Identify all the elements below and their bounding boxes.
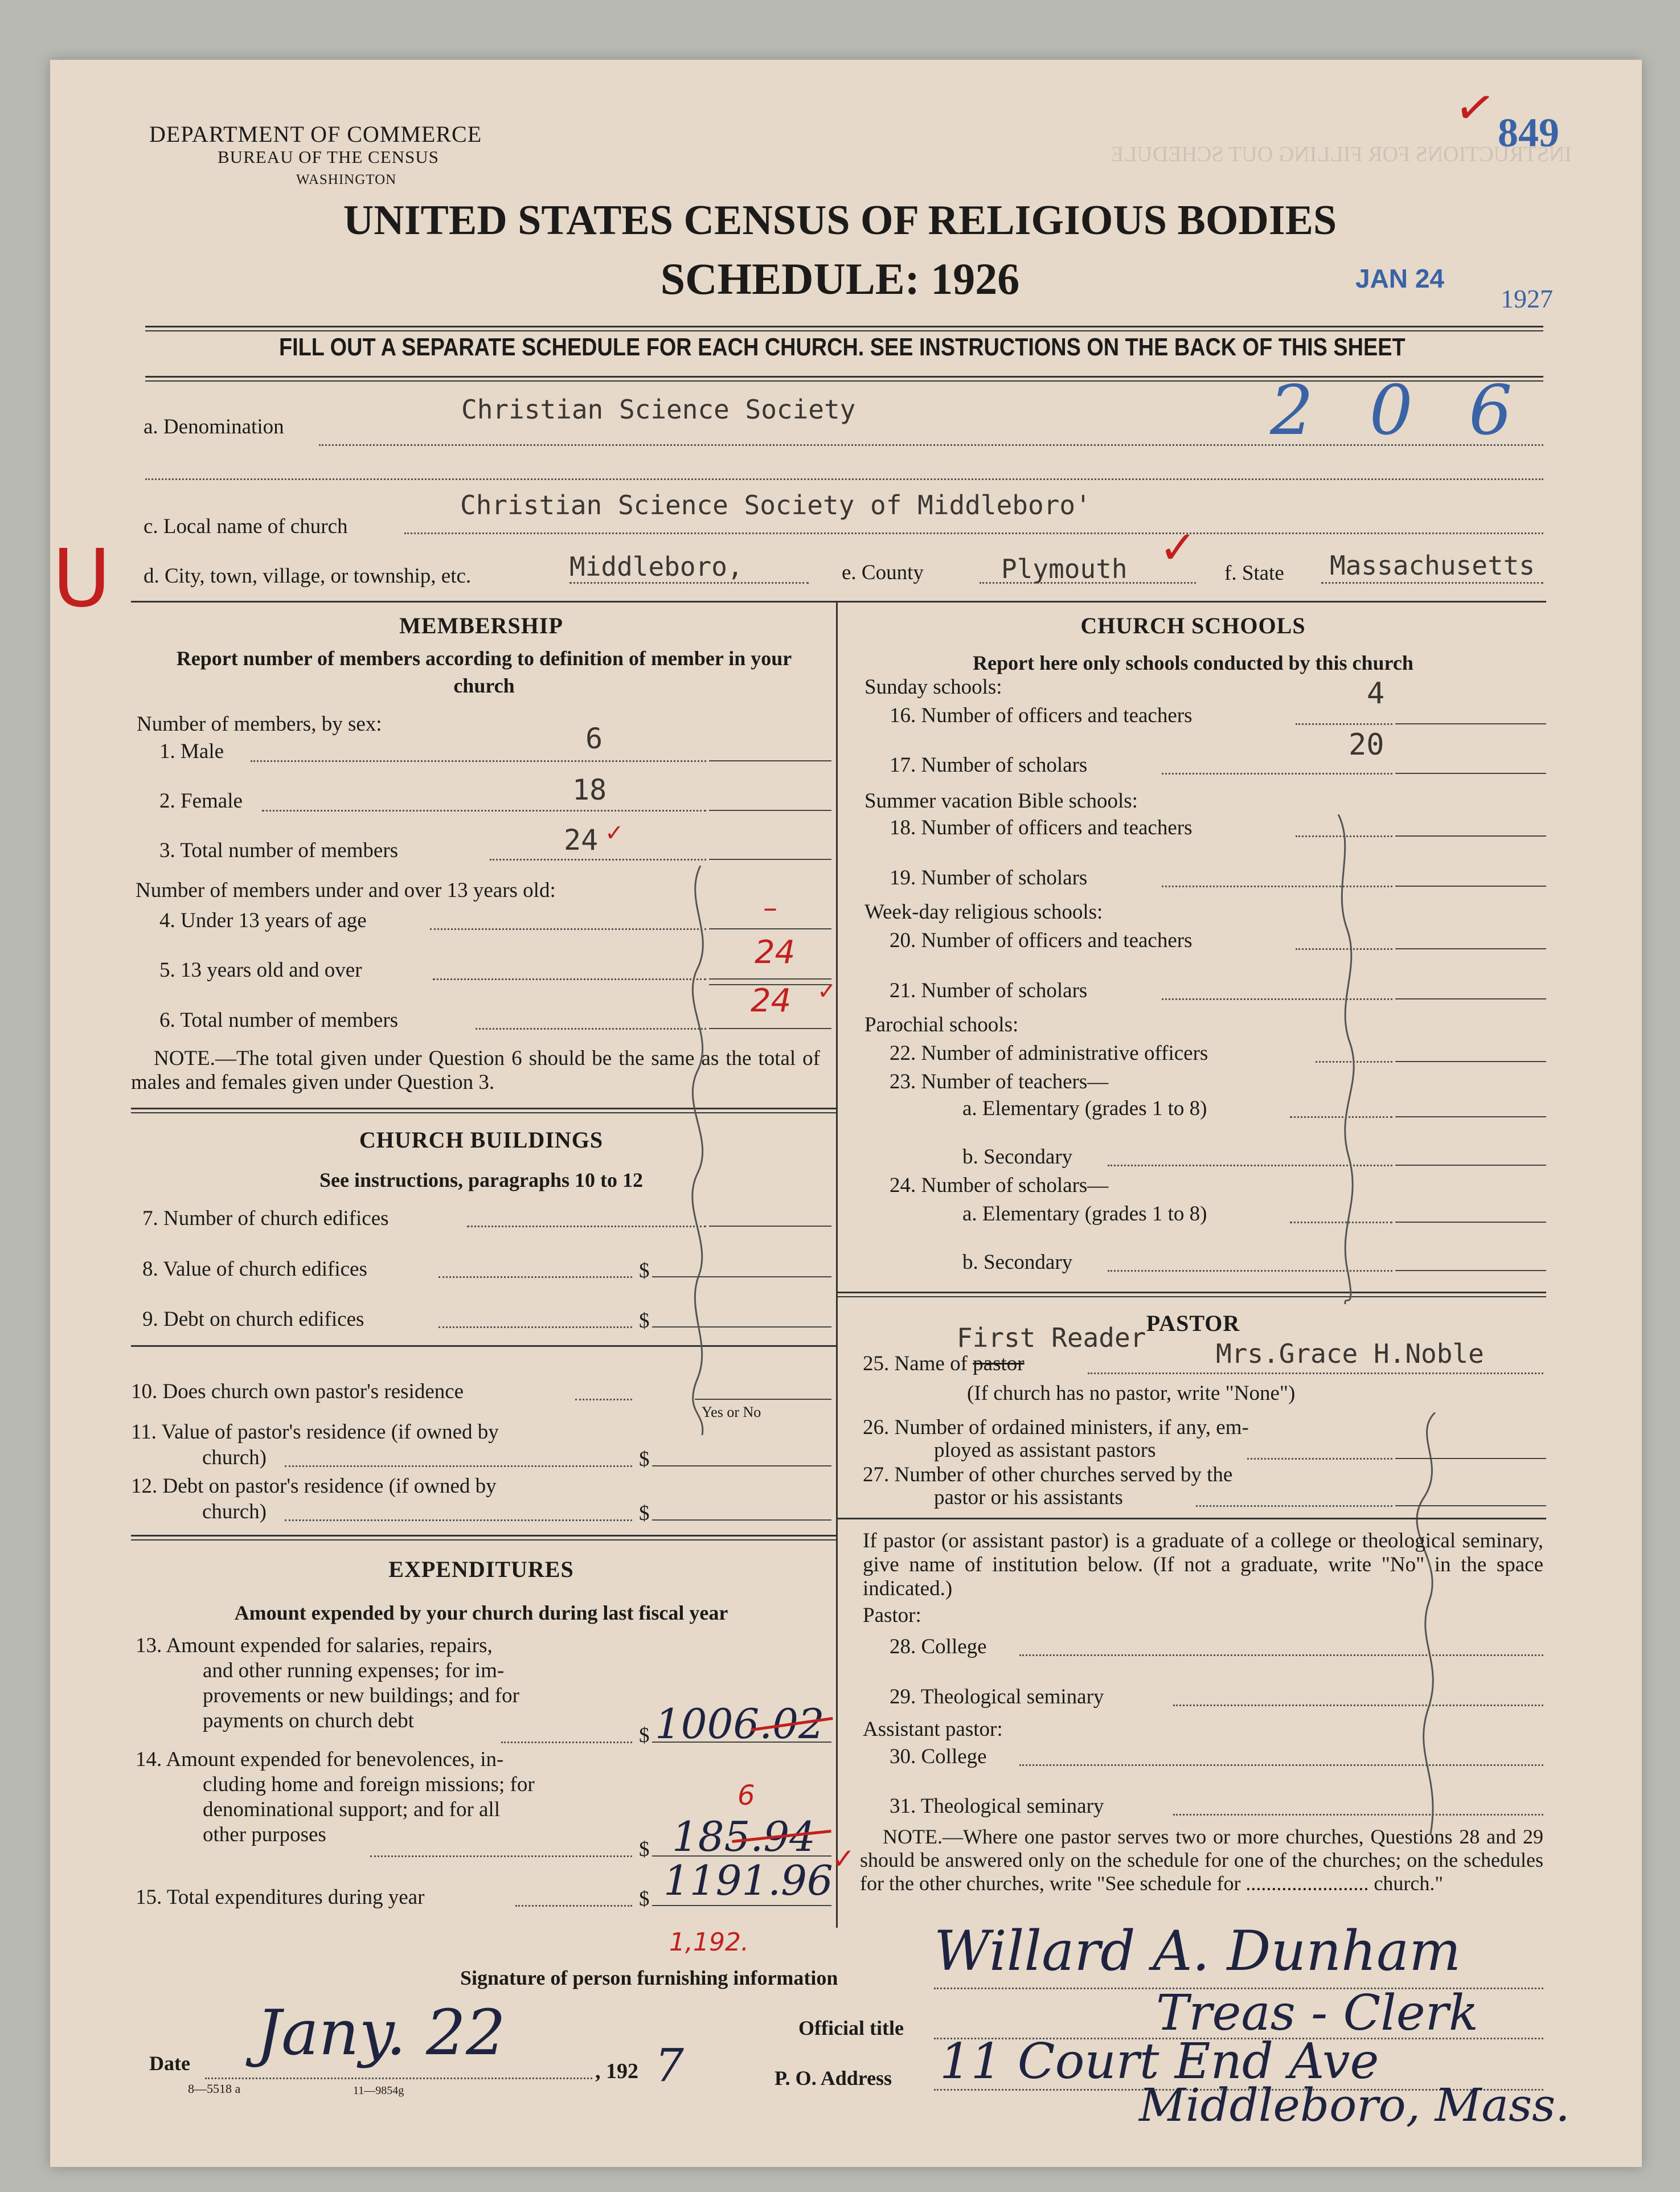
form-title: UNITED STATES CENSUS OF RELIGIOUS BODIES (343, 197, 1337, 244)
divider (131, 601, 1546, 603)
red-total: 1,192. (669, 1928, 749, 1957)
q27-label-cont: pastor or his assistants (934, 1486, 1123, 1509)
pastor-sub-label: Pastor: (863, 1604, 921, 1627)
county-check-icon: ✓ (1159, 521, 1198, 574)
bureau-label: BUREAU OF THE CENSUS (218, 147, 439, 167)
q30-line (1019, 1764, 1543, 1766)
city-value[interactable]: Middleboro, (569, 551, 743, 582)
membership-note: NOTE.—The total given under Question 6 should be the same as the total of males and females given under Question 3. (131, 1047, 820, 1094)
q31-line (1173, 1814, 1543, 1816)
q13-dollar: $ (639, 1724, 650, 1747)
state-value[interactable]: Massachusetts (1330, 550, 1535, 581)
divider (131, 1539, 836, 1540)
q9-label: 9. Debt on church edifices (142, 1308, 364, 1331)
divider (131, 1345, 836, 1347)
q24b-label: b. Secondary (962, 1251, 1073, 1274)
q14-dollar: $ (639, 1838, 650, 1861)
q7-label: 7. Number of church edifices (142, 1207, 389, 1230)
q16-line (1296, 723, 1392, 725)
divider (836, 1518, 1546, 1519)
u-mark: U (52, 532, 111, 625)
q17-line (1162, 773, 1392, 775)
q10-label: 10. Does church own pastor's residence (131, 1380, 464, 1403)
state-label: f. State (1224, 562, 1284, 585)
q25-note: (If church has no pastor, write "None") (967, 1382, 1296, 1405)
q8-dollar: $ (639, 1259, 650, 1283)
signature-value[interactable]: Willard A. Dunham (934, 1919, 1461, 1983)
q4-blank (709, 928, 831, 929)
q6-check-icon: ✓ (817, 978, 837, 1005)
q11-blank (652, 1465, 831, 1466)
q18-label: 18. Number of officers and teachers (890, 816, 1193, 839)
q1-value[interactable]: 6 (585, 722, 603, 755)
q9-dollar: $ (639, 1309, 650, 1333)
q6-label: 6. Total number of members (159, 1009, 399, 1032)
q5-blank (709, 978, 831, 980)
q19-blank (1395, 886, 1546, 887)
schools-subtitle: Report here only schools conducted by this church (973, 652, 1413, 674)
q23-label: 23. Number of teachers— (890, 1070, 1109, 1093)
q17-label: 17. Number of scholars (890, 753, 1088, 777)
q26-label: 26. Number of ordained ministers, if any, em- (863, 1416, 1249, 1439)
local-name-line (404, 532, 1543, 534)
q12-blank (652, 1519, 831, 1521)
q15-line (515, 1905, 632, 1907)
local-name-label: c. Local name of church (144, 515, 348, 538)
blank-line (145, 478, 1543, 480)
q22-blank (1395, 1061, 1546, 1062)
graduate-note: If pastor (or assistant pastor) is a graduate of a college or theological seminary, give name of institution below. (If not a graduate, write "No" in the space indicated.) (863, 1529, 1543, 1600)
q3-line (490, 859, 706, 861)
divider (145, 330, 1543, 331)
q3-blank (709, 859, 831, 860)
q13-line4: payments on church debt (203, 1709, 414, 1732)
pastor-note: NOTE.—Where one pastor serves two or more churches, Questions 28 and 29 should be answered only on the schedule for one of the churches; on the schedules for the other churches, write "See schedule for ........................ church." (860, 1825, 1543, 1895)
schools-title: CHURCH SCHOOLS (1080, 613, 1306, 638)
divider (836, 1292, 1546, 1293)
q26-line (1247, 1458, 1392, 1460)
date-stamp-day: 24 (1415, 264, 1444, 293)
po-address-value[interactable]: 11 Court End Ave (940, 2033, 1379, 2090)
q20-label: 20. Number of officers and teachers (890, 929, 1193, 952)
q11-label: 11. Value of pastor's residence (if owned by (131, 1420, 499, 1444)
q31-label: 31. Theological seminary (890, 1794, 1104, 1818)
membership-title: MEMBERSHIP (399, 613, 563, 638)
q29-label: 29. Theological seminary (890, 1685, 1104, 1708)
q21-blank (1395, 998, 1546, 999)
q23b-blank (1395, 1165, 1546, 1166)
department-label: DEPARTMENT OF COMMERCE (149, 121, 482, 147)
q28-line (1019, 1654, 1543, 1656)
q14-line (370, 1855, 632, 1857)
weekday-schools-label: Week-day religious schools: (864, 900, 1103, 924)
q13-line1: 13. Amount expended for salaries, repairs, (136, 1634, 493, 1657)
date-label: Date (149, 2052, 190, 2075)
q9-line (439, 1326, 632, 1328)
q1-label: 1. Male (159, 740, 224, 763)
stamp-number: 849 (1498, 110, 1559, 155)
summer-schools-label: Summer vacation Bible schools: (864, 789, 1138, 813)
q15-dollar: $ (639, 1887, 650, 1911)
column-divider (836, 601, 838, 1928)
q2-blank (709, 810, 831, 811)
q28-label: 28. College (890, 1635, 987, 1658)
q14-line4: other purposes (203, 1823, 326, 1846)
expenditures-title: EXPENDITURES (388, 1556, 574, 1582)
date-stamp-year: 1927 (1501, 284, 1553, 313)
q23b-label: b. Secondary (962, 1145, 1073, 1169)
q14-correction: 6 (737, 1780, 755, 1812)
official-title-value[interactable]: Treas - Clerk (1156, 1985, 1478, 2042)
q11-dollar: $ (639, 1448, 650, 1471)
q2-value[interactable]: 18 (572, 773, 607, 806)
q22-label: 22. Number of administrative officers (890, 1042, 1208, 1065)
q25-line (1088, 1372, 1543, 1374)
q12-label-cont: church) (202, 1500, 267, 1523)
q24b-blank (1395, 1270, 1546, 1271)
divider (145, 326, 1543, 327)
q20-blank (1395, 948, 1546, 949)
state-line (1321, 582, 1543, 584)
q5-line (433, 978, 706, 980)
q1-line (251, 760, 706, 762)
q4-value[interactable]: – (763, 891, 777, 924)
q3-check-icon: ✓ (605, 820, 624, 846)
q26-blank (1395, 1458, 1546, 1459)
denomination-code: 2 0 6 (1270, 371, 1530, 450)
date-stamp (1355, 263, 1444, 294)
county-label: e. County (842, 561, 924, 584)
date-value[interactable]: Jany. 22 (256, 1996, 506, 2069)
county-line (980, 582, 1196, 584)
local-name-value[interactable]: Christian Science Society of Middleboro' (460, 490, 1091, 521)
q14-value[interactable]: 185.94 (672, 1813, 816, 1861)
q12-dollar: $ (639, 1502, 650, 1525)
q27-label: 27. Number of other churches served by the (863, 1463, 1233, 1486)
year-value[interactable]: 7 (655, 2039, 684, 2092)
q25-label (863, 1351, 1025, 1376)
expenditures-subtitle: Amount expended by your church during last fiscal year (234, 1601, 728, 1624)
divider (131, 1535, 836, 1537)
q13-value[interactable]: 1006.02 (655, 1700, 825, 1748)
date-line (205, 2078, 592, 2079)
year-printed: , 192 (595, 2059, 638, 2083)
q17-value[interactable]: 20 (1349, 728, 1384, 762)
q13-label (136, 1633, 519, 1734)
instruction-banner: FILL OUT A SEPARATE SCHEDULE FOR EACH CHURCH. SEE INSTRUCTIONS ON THE BACK OF THIS SHEET (279, 333, 1406, 361)
q5-value[interactable]: 24 (755, 934, 796, 971)
q15-blank (652, 1905, 831, 1906)
city-line (569, 582, 809, 584)
q11-label-cont: church) (202, 1446, 267, 1469)
q15-value[interactable]: 1191.96 (663, 1857, 833, 1904)
denomination-value[interactable]: Christian Science Society (461, 394, 856, 425)
ditto-squiggle-pastor (1412, 1412, 1452, 1834)
q16-label: 16. Number of officers and teachers (890, 704, 1193, 727)
q3-label: 3. Total number of members (159, 839, 399, 862)
q2-line (262, 810, 706, 812)
q11-line (285, 1465, 632, 1467)
q27-line (1196, 1505, 1392, 1507)
q13-line2: and other running expenses; for im- (203, 1659, 505, 1682)
q16-value[interactable]: 4 (1367, 677, 1385, 711)
q15-label: 15. Total expenditures during year (136, 1886, 425, 1909)
q14-line1: 14. Amount expended for benevolences, in- (136, 1748, 504, 1771)
q6-value[interactable]: 24 (751, 982, 792, 1019)
po-address-label: P. O. Address (775, 2067, 892, 2089)
date-stamp-month: JAN (1355, 264, 1408, 293)
q29-line (1173, 1705, 1543, 1706)
parochial-schools-label: Parochial schools: (864, 1013, 1019, 1036)
q10-line (575, 1399, 632, 1400)
q13-line3: provements or new buildings; and for (203, 1684, 519, 1707)
q6-blank (709, 1028, 831, 1029)
buildings-title: CHURCH BUILDINGS (359, 1127, 604, 1153)
q2-label: 2. Female (159, 789, 243, 813)
q18-blank (1395, 835, 1546, 837)
q30-label: 30. College (890, 1745, 987, 1768)
divider (131, 1112, 836, 1113)
q24a-label: a. Elementary (grades 1 to 8) (962, 1202, 1207, 1226)
q13-line (501, 1742, 632, 1743)
check-mark-icon: ✓ (1450, 76, 1500, 139)
washington-label: WASHINGTON (296, 172, 397, 187)
form-number-2: 11—9854g (353, 2084, 404, 2097)
q7-blank (709, 1226, 831, 1227)
pastor-title: PASTOR (1146, 1310, 1240, 1336)
q25-value[interactable]: Mrs.Grace H.Noble (1216, 1338, 1484, 1369)
q8-label: 8. Value of church edifices (142, 1257, 367, 1281)
ditto-squiggle-left (681, 866, 720, 1435)
q4-label: 4. Under 13 years of age (159, 909, 367, 932)
q24-label: 24. Number of scholars— (890, 1174, 1109, 1197)
q1-blank (709, 760, 831, 761)
q14-line3: denominational support; and for all (203, 1798, 500, 1821)
q26-label-cont: ployed as assistant pastors (934, 1439, 1156, 1462)
q9-blank (652, 1326, 831, 1328)
q17-blank (1395, 773, 1546, 774)
q5-label: 5. 13 years old and over (159, 958, 362, 982)
q7-line (467, 1226, 706, 1227)
q21-label: 21. Number of scholars (890, 979, 1088, 1002)
q25-struck-word: pastor (973, 1352, 1025, 1375)
po-address-value-2[interactable]: Middleboro, Mass. (1139, 2079, 1570, 2132)
schedule-title: SCHEDULE: 1926 (660, 254, 1020, 304)
q23a-label: a. Elementary (grades 1 to 8) (962, 1097, 1207, 1120)
signature-label: Signature of person furnishing information (460, 1966, 838, 1989)
buildings-subtitle: See instructions, paragraphs 10 to 12 (319, 1169, 644, 1191)
city-label: d. City, town, village, or township, etc. (144, 564, 472, 588)
q6-line (476, 1028, 706, 1030)
sunday-schools-label: Sunday schools: (864, 675, 1002, 699)
q24a-blank (1395, 1222, 1546, 1223)
q3-value[interactable]: 24 (564, 823, 599, 857)
q25-label-text: 25. Name of (863, 1352, 968, 1375)
divider (836, 1296, 1546, 1297)
q15-check-icon: ✓ (831, 1842, 855, 1875)
q8-line (439, 1276, 632, 1278)
q12-label: 12. Debt on pastor's residence (if owned by (131, 1474, 497, 1498)
show-through-text: INSTRUCTIONS FOR FILLING OUT SCHEDULE (1111, 142, 1572, 166)
members-by-age-label: Number of members under and over 13 years old: (136, 879, 556, 902)
yes-no-hint: Yes or No (702, 1404, 761, 1420)
q23a-blank (1395, 1116, 1546, 1117)
q12-line (285, 1519, 632, 1521)
q14-line2: cluding home and foreign missions; for (203, 1773, 535, 1796)
assistant-pastor-label: Assistant pastor: (863, 1718, 1003, 1741)
q4-line (430, 928, 706, 930)
members-by-sex-label: Number of members, by sex: (137, 712, 382, 736)
q19-label: 19. Number of scholars (890, 866, 1088, 890)
q27-blank (1395, 1505, 1546, 1506)
q8-blank (652, 1276, 831, 1277)
q25-above-value[interactable]: First Reader (957, 1322, 1146, 1353)
divider (131, 1108, 836, 1109)
ditto-squiggle-right (1327, 814, 1367, 1304)
county-value[interactable]: Plymouth (1001, 554, 1128, 584)
q16-blank (1395, 723, 1546, 724)
membership-subtitle: Report number of members according to definition of member in your church (176, 647, 792, 697)
form-number: 8—5518 a (188, 2082, 241, 2096)
official-title-label: Official title (798, 2017, 904, 2039)
denomination-label: a. Denomination (144, 415, 284, 439)
q14-label (136, 1747, 535, 1847)
